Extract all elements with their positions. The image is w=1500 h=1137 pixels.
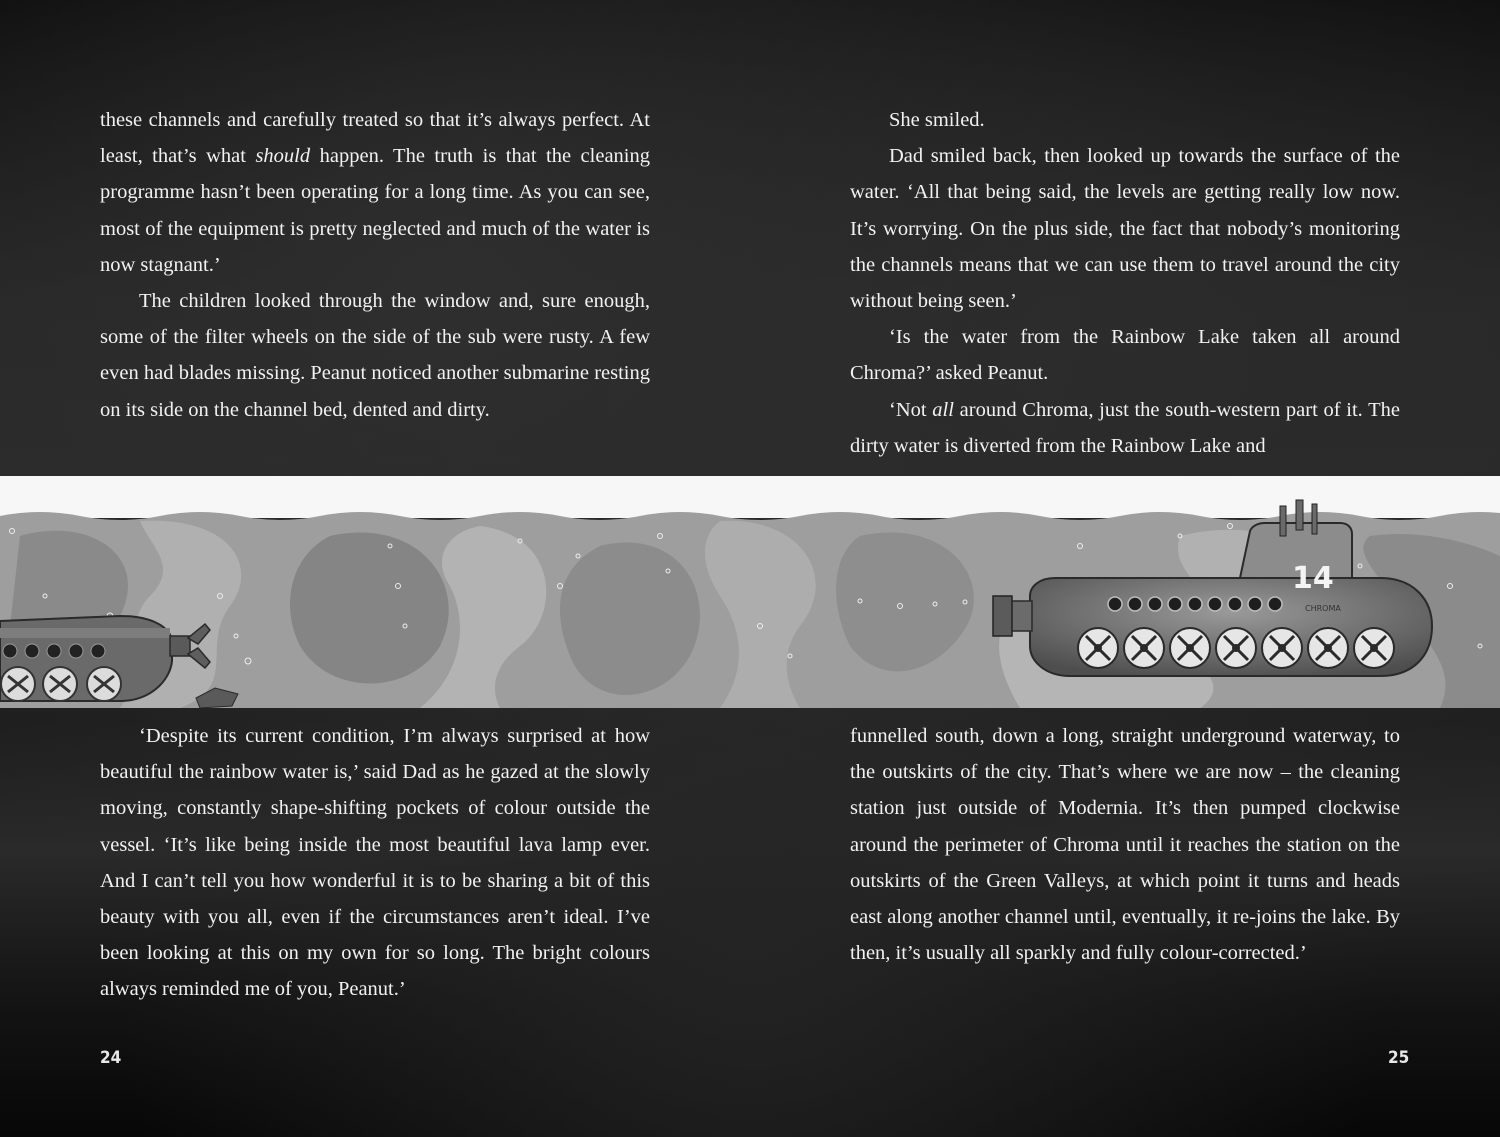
paragraph: The children looked through the window and, sure enough, some of the filter wheels on the side of the sub were rusty. A few even had blades missing. Peanut noticed another submarine resting on its side on the channel bed, dented and dirty.	[100, 290, 650, 421]
paragraph: ‘Not all around Chroma, just the south-western part of it. The dirty water is diverted from the Rainbow Lake and	[850, 398, 1400, 457]
underwater-submarine-illustration	[0, 476, 1500, 708]
submarine-number: 14	[1292, 561, 1334, 596]
paragraph: funnelled south, down a long, straight underground waterway, to the outskirts of the city. That’s where we are now – the cleaning station just outside of Modernia. It’s then pumped clockwise around the perimeter of Chroma until it reaches the station on the outskirts of the Green Valleys, at which point it turns and heads east along another channel until, eventually, it re-joins the lake. By then, it’s usually all sparkly and fully colour-corrected.’	[850, 725, 1400, 965]
right-page-bottom-text	[850, 718, 1400, 971]
left-submarine	[0, 616, 238, 708]
paragraph: ‘Despite its current condition, I’m always surprised at how beautiful the rainbow water is,’ said Dad as he gazed at the slowly moving, constantly shape-shifting pockets of colour outside the vessel. ‘It’s like being inside the most beautiful lava lamp ever. And I can’t tell you how wonderful it is to be sharing a bit of this beauty with you all, even if the circumstances aren’t ideal. I’ve been looking at this on my own for so long. The bright colours always reminded me of you, Peanut.’	[100, 725, 650, 1001]
propeller-icon	[993, 596, 1012, 636]
page-number-left: 24	[100, 1048, 122, 1068]
water-surface	[0, 476, 1500, 518]
paragraph: She smiled.	[889, 109, 985, 131]
left-page-top-text	[100, 102, 650, 428]
paragraph: Dad smiled back, then looked up towards the surface of the water. ‘All that being said, the levels are getting really low now. It’s worrying. On the plus side, the fact that nobody’s monitoring the channels means that we can use them to travel around the city without being seen.’	[850, 145, 1400, 313]
fan-wheel-icon	[1, 667, 121, 701]
page-number-right: 25	[1388, 1048, 1410, 1068]
paragraph: ‘Is the water from the Rainbow Lake taken all around Chroma?’ asked Peanut.	[850, 326, 1400, 385]
left-page-bottom-text	[100, 718, 650, 1008]
hull-label: CHROMA	[1305, 604, 1341, 613]
right-page-top-text	[850, 102, 1400, 464]
portholes	[1108, 597, 1282, 611]
paragraph: these channels and carefully treated so that it’s always perfect. At least, that’s what should happen. The truth is that the cleaning programme hasn’t been operating for a long time. As you can see, most of the equipment is pretty neglected and much of the water is now stagnant.’	[100, 109, 650, 276]
